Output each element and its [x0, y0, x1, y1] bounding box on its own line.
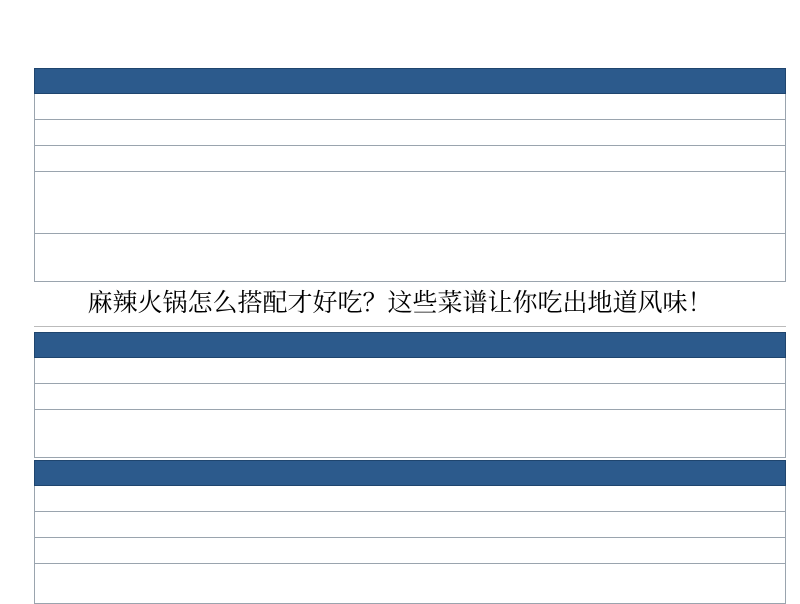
- overlay-caption: 麻辣火锅怎么搭配才好吃？这些菜谱让你吃出地道风味！: [87, 288, 713, 317]
- section-1-row: [34, 94, 786, 120]
- section-1-row: [34, 120, 786, 146]
- section-3-row: [34, 512, 786, 538]
- section-3: [34, 460, 786, 604]
- section-2-row: [34, 358, 786, 384]
- section-3-row: [34, 486, 786, 512]
- section-1-header: [34, 68, 786, 94]
- section-1-row: [34, 234, 786, 282]
- section-1-row: [34, 146, 786, 172]
- section-1-row: [34, 172, 786, 234]
- document-title: [0, 0, 800, 28]
- document-subtitle: [0, 30, 800, 58]
- section-3-header: [34, 460, 786, 486]
- section-1: [34, 68, 786, 282]
- section-2-row: [34, 384, 786, 410]
- section-2-header: [34, 332, 786, 358]
- section-3-row: [34, 564, 786, 604]
- section-2: [34, 332, 786, 458]
- section-2-row: [34, 410, 786, 458]
- section-3-row: [34, 538, 786, 564]
